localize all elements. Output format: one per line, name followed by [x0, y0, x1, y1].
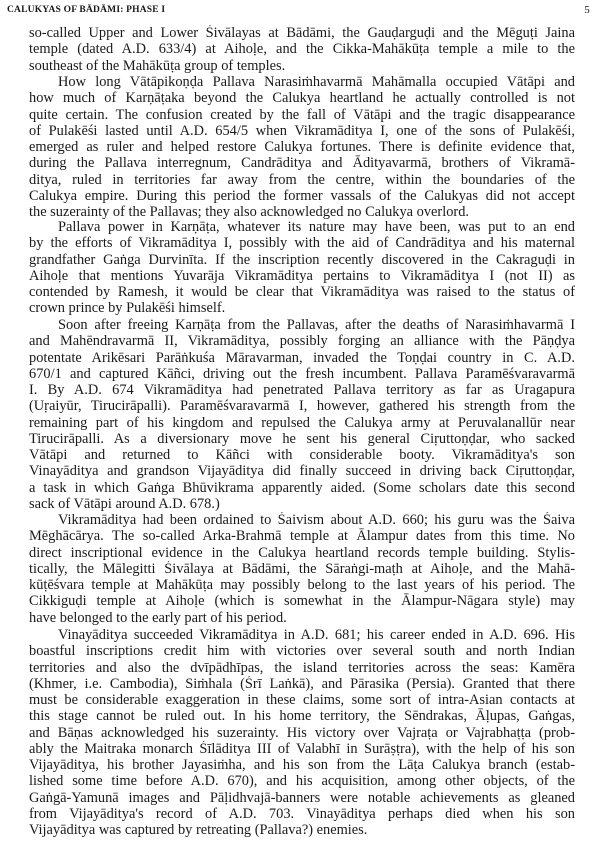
text-line: territories and also the dvīpādhīpas, the island territories across the seas: Kamēra — [29, 659, 575, 676]
text-line: kūṭēśvara temple at Mahākūṭa may possibly belong to the last years of his period. The — [29, 577, 575, 593]
text-line: southeast of the Mahākūṭa group of temples. — [29, 57, 286, 74]
text-line: of Pulakēśi lasted until A.D. 654/5 when Vikramāditya I, one of the sons of Pulakēśi, — [29, 122, 575, 139]
text-line: Vinayāditya and grandson Vijayāditya did finally succeed in driving back Ciṛuttoṇḍar, — [29, 463, 575, 480]
text-line: remaining part of his kingdom and repulsed the Calukya army at Peruvalanallūr near — [29, 414, 575, 431]
text-line: emerged as ruler and helped restore Calukya fortunes. There is definite evidence that, — [29, 139, 575, 155]
text-line: Pallava power in Karṇāṭa, whatever its nature may have been, was put to an end — [58, 219, 575, 235]
text-line: Tirucirāpalli. As a diversionary move he sent his general Ciṛuttoṇḍar, who sacked — [29, 430, 575, 447]
text-line: tically, the Mālegitti Śivālaya at Bādāmi, the Sāraṅgi-maṭh at Aihoḷe, and the Mahā- — [29, 560, 575, 577]
text-line: sack of Vātāpi around A.D. 678.) — [29, 495, 220, 512]
text-line: I. By A.D. 674 Vikramāditya had penetrated Pallava territory as far as Uragapura — [29, 382, 575, 398]
text-line: have belonged to the early part of his period. — [29, 609, 287, 626]
text-line: so-called Upper and Lower Śivālayas at Bādāmi, the Gauḍarguḍi and the Mēguṭi Jaina — [29, 25, 575, 41]
text-line: Vātāpi and returned to Kāñci with considerable booty. Vikramāditya's son — [29, 447, 575, 463]
text-line: 670/1 and captured Kāñci, driving out the fresh incumbent. Pallava Paramēśvaravarmā — [29, 365, 575, 382]
text-line: must be considerable exaggeration in these claims, some sort of intra-Asian contacts at — [29, 692, 575, 708]
text-line: potentate Arikēsari Parāṅkuśa Māravarman, invaded the Toṇḍai country in C. A.D. — [29, 349, 575, 366]
text-line: temple (dated A.D. 633/4) at Aihoḷe, and the Cikka-Mahākūṭa temple a mile to the — [29, 41, 575, 58]
text-line: Vijayāditya was captured by retreating (Pallava?) enemies. — [29, 822, 368, 838]
paragraph — [29, 25, 600, 74]
text-line: this stage cannot be ruled out. In his home territory, the Sēndrakas, Āḷupas, Gaṅgas, — [29, 708, 575, 725]
text-line: Vinayāditya succeeded Vikramāditya in A.D. 681; his career ended in A.D. 696. His — [58, 627, 575, 643]
text-line: Mēghācārya. The so-called Arka-Brahmā temple at Ālampur dates from this time. No — [29, 528, 575, 545]
text-line: grandfather Gaṅga Durvinīta. If the inscription recently discovered in the Cakraguḍi in — [29, 251, 575, 268]
text-line: (Uṛaiyūr, Tirucirāpalli). Paramēśvaravarmā I, however, gathered his strength from the — [29, 398, 575, 415]
text-line: the suzerainty of the Pallavas; they also acknowledged no Calukya overlord. — [29, 204, 469, 220]
text-line: Calukya empire. During this period the former vassals of the Calukyas did not accept — [29, 187, 575, 204]
running-head — [7, 3, 590, 17]
text-line: Cikkiguḍi temple at Aihoḷe (which is somewhat in the Ālampur-Nāgara style) may — [29, 593, 575, 610]
text-line: ably the Maitraka monarch Śīlāditya III of Valabhī in Surāṣṭra), with the help of his son — [29, 740, 575, 757]
text-line: during the Pallava interregnum, Candrāditya and Ādityavarmā, brothers of Vikramā- — [29, 155, 575, 172]
text-line: Gaṅgā-Yamunā images and Pāḷidhvajā-banners were notable achievements as gleaned — [29, 789, 575, 806]
running-head-title: CALUKYAS OF BĀDĀMI: PHASE I — [7, 5, 166, 15]
text-line: crown prince by Pulakēśi himself. — [29, 300, 226, 317]
text-line: (Khmer, i.e. Cambodia), Siṁhala (Śrī Laṅkā), and Pārasika (Persia). Granted that there — [29, 675, 575, 692]
page-number: 5 — [584, 4, 590, 16]
text-line: ditya, ruled in territories far away from the centre, within the boundaries of the — [29, 171, 575, 188]
text-line: quite certain. The confusion created by the fall of Vātāpi and the tragic disappearance — [29, 106, 575, 123]
text-line: a task in which Gaṅga Bhūvikrama apparently aided. (Some scholars date this second — [29, 479, 575, 496]
text-line: lished some time before A.D. 670), and his acquisition, among other objects, of the — [29, 773, 575, 790]
paragraph — [29, 627, 600, 838]
paragraph — [29, 219, 600, 317]
paragraph — [29, 317, 600, 512]
text-line: Soon after freeing Karṇāṭa from the Pallavas, after the deaths of Narasiṁhavarmā I — [58, 317, 575, 333]
text-line: How long Vātāpikoṇḍa Pallava Narasiṁhavarmā Mahāmalla occupied Vātāpi and — [58, 74, 575, 90]
paragraph — [29, 512, 600, 626]
text-line: how much of Karṇāṭaka beyond the Calukya heartland he actually controlled is not — [29, 90, 575, 107]
text-line: Aihoḷe that mentions Yuvarāja Vikramāditya pertains to Vikramāditya I (not II) as — [29, 267, 575, 284]
text-line: from Vijayāditya's record of A.D. 703. Vinayāditya perhaps died when his son — [29, 805, 575, 822]
text-line: by the efforts of Vikramāditya I, possibly with the aid of Candrāditya and his maternal — [29, 235, 575, 252]
text-line: and Bāṇas acknowledged his suzerainty. His victory over Vajraṭa or Vajrabhaṭṭa (prob- — [29, 724, 575, 741]
paragraph — [29, 74, 600, 220]
text-line: Vijayāditya, his brother Jayasiṁha, and his son from the Lāṭa Calukya branch (estab- — [29, 757, 575, 773]
text-line: Vikramāditya had been ordained to Śaivism about A.D. 660; his guru was the Śaiva — [58, 512, 575, 528]
text-line: contended by Ramesh, it would be clear that Vikramāditya was raised to the status of — [29, 284, 575, 300]
text-line: and Mahēndravarmā II, Vikramāditya, possibly forging an alliance with the Pāṇḍya — [29, 333, 575, 350]
text-line: boastful inscriptions credit him with victories over several south and north Indian — [29, 643, 575, 660]
text-line: direct inscriptional evidence in the Calukya heartland records temple building. Stylis- — [29, 544, 575, 561]
